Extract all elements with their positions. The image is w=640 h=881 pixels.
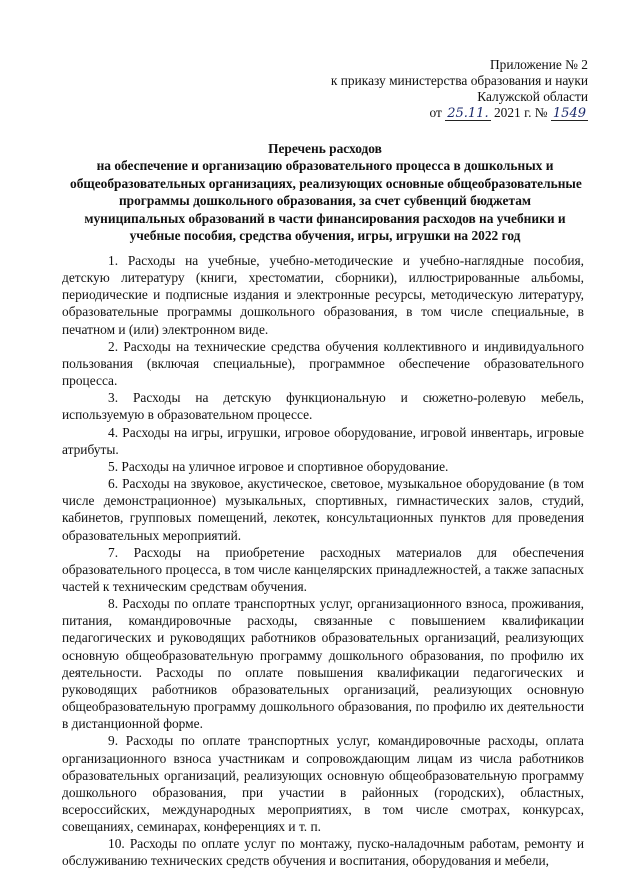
list-item: 9. Расходы по оплате транспортных услуг, командировочные расходы, оплата организационного взноса участникам и сопровождающим лицам из числа работников образовательных организаций, реализующих основную общеобразовательную программу дошкольного образования, при участии в районных (городских), областных, всероссийских, международных мероприятиях, в том числе смотрах, конкурсах, совещаниях, семинарах, конференциях и т. п. [62, 733, 584, 835]
appendix-number: Приложение № 2 [489, 57, 588, 72]
list-item: 5. Расходы на уличное игровое и спортивное оборудование. [108, 458, 449, 474]
order-date-line [288, 105, 588, 121]
order-reference: к приказу министерства образования и науки [330, 73, 588, 88]
title-line: программы дошкольного образования, за счет субвенций бюджетам [118, 193, 532, 209]
list-item: 1. Расходы на учебные, учебно-методические и учебно-наглядные пособия, детскую литературу (книги, хрестоматии, сборники), иллюстрированные альбомы, периодические и подписные издания и электронные ресурсы, методическую литературу, образовательные программы дошкольного образования, в том числе специальные, в печатном и (или) электронном виде. [62, 253, 584, 337]
handwritten-order-number: 1549 [552, 106, 586, 121]
region-name: Калужской области [477, 89, 588, 104]
expense-list [62, 252, 584, 870]
list-item: 4. Расходы на игры, игрушки, игровое оборудование, игровой инвентарь, игровые атрибуты. [62, 424, 584, 457]
list-item: 6. Расходы на звуковое, акустическое, световое, музыкальное оборудование (в том числе демонстрационное) музыкальных, спортивных, гимнастических залов, студий, кабинетов, групповых помещений, лекотек, консультационных пунктов для проведения образовательных мероприятий. [62, 476, 584, 543]
appendix-header [288, 57, 588, 121]
list-item: 3. Расходы на детскую функциональную и сюжетно-ролевую мебель, используемую в образовательном процессе. [62, 390, 584, 423]
title-line: муниципальных образований в части финансирования расходов на учебники и [84, 210, 566, 226]
list-item: 2. Расходы на технические средства обучения коллективного и индивидуального пользования (включая специальные), программное обеспечение образовательного процесса. [62, 338, 584, 389]
list-item: 7. Расходы на приобретение расходных материалов для обеспечения образовательного процесса, в том числе канцелярских принадлежностей, а также запасных частей к техническим средствам обучения. [62, 544, 584, 594]
title-line: Перечень расходов [268, 141, 382, 156]
title-line: учебные пособия, средства обучения, игры, игрушки на 2022 год [129, 228, 521, 244]
document-title [70, 140, 580, 244]
title-line: общеобразовательных организациях, реализующих основные общеобразовательные [70, 175, 582, 191]
date-prefix: от [429, 105, 442, 120]
title-line: на обеспечение и организацию образовательного процесса в дошкольных и [96, 158, 554, 174]
list-item: 8. Расходы по оплате транспортных услуг, организационного взноса, проживания, питания, командировочные расходы, связанные с повышением квалификации педагогических и руководящих работников образовательных организаций, реализующих основную общеобразовательную программу дошкольного образования, по профилю их деятельности. Расходы по оплате повышения квалификации педагогических и руководящих работников образовательных организаций, реализующих основную общеобразовательную программу дошкольного образования, по профилю их деятельности в дистанционной форме. [62, 596, 584, 732]
list-item: 10. Расходы по оплате услуг по монтажу, пуско-наладочным работам, ремонту и обслуживанию технических средств обучения и воспитания, оборудования и мебели, [62, 836, 584, 869]
date-suffix: 2021 г. № [493, 105, 548, 120]
handwritten-date: 25.11. [447, 106, 489, 121]
